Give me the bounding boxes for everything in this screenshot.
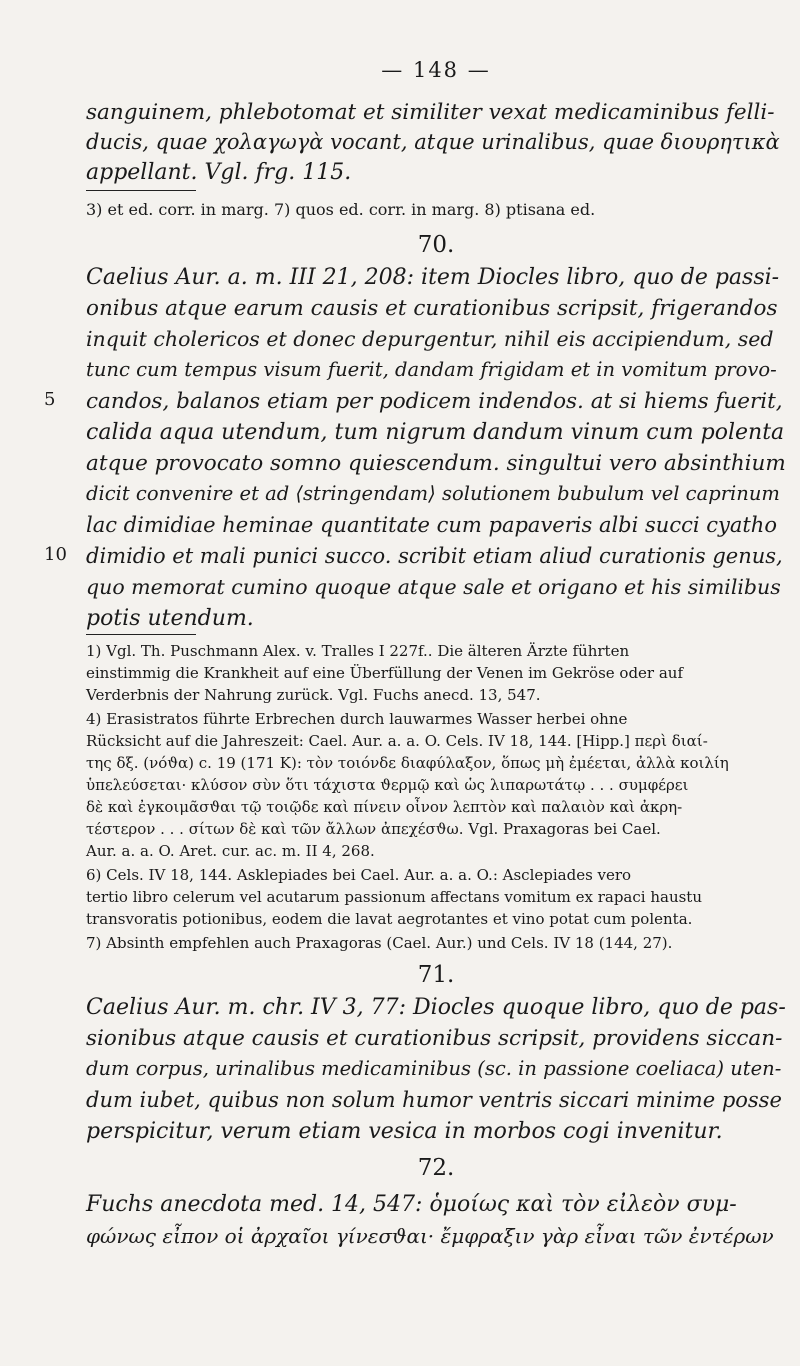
- sec72-line-1: Fuchs anecdota med. 14, 547: ὁμοίως καὶ τὸν εἰλεὸν συμ-: [86, 1192, 737, 1217]
- footnote-line-3: Verderbnis der Nahrung zurück. Vgl. Fuchs anecd. 13, 547.: [86, 686, 541, 704]
- sec71-line-4: dum iubet, quibus non solum humor ventris siccari minime posse: [86, 1088, 782, 1112]
- sec71-line-3: dum corpus, urinalibus medicaminibus (sc. in passione coeliaca) uten-: [86, 1057, 782, 1080]
- section-number-71: 71.: [417, 962, 455, 988]
- sec70-line-5: candos, balanos etiam per podicem indendos. at si hiems fuerit,: [86, 389, 783, 414]
- sec70-line-10: dimidio et mali punici succo. scribit etiam aliud curationis genus,: [86, 544, 783, 568]
- section-number-72: 72.: [417, 1155, 455, 1181]
- footnote-line-14: 7) Absinth empfehlen auch Praxagoras (Cael. Aur.) und Cels. IV 18 (144, 27).: [86, 934, 673, 952]
- page-number: — 148 —: [381, 58, 491, 82]
- footnote-line-10: Aur. a. a. O. Aret. cur. ac. m. II 4, 268.: [86, 842, 375, 860]
- section-number-70: 70.: [417, 232, 455, 258]
- footnote-line-9: τέστερον . . . σίτων δὲ καὶ τῶν ἄλλων ἀπεχέσϑω. Vgl. Praxagoras bei Cael.: [86, 820, 661, 838]
- sec70-line-4: tunc cum tempus visum fuerit, dandam frigidam et in vomitum provo-: [86, 358, 777, 381]
- prev-line-1: sanguinem, phlebotomat et similiter vexat medicaminibus felli-: [86, 100, 775, 125]
- prev-line-3: appellant. Vgl. frg. 115.: [86, 160, 352, 185]
- sec71-line-2: sionibus atque causis et curationibus scripsit, providens siccan-: [86, 1026, 783, 1051]
- footnote-line-5: Rücksicht auf die Jahreszeit: Cael. Aur. a. a. O. Cels. IV 18, 144. [Hipp.] περὶ διαί-: [86, 732, 708, 750]
- sec70-line-8: dicit convenire et ad ⟨stringendam⟩ solutionem bubulum vel caprinum: [86, 482, 780, 505]
- apparatus-notes: 3) et ed. corr. in marg. 7) quos ed. corr. in marg. 8) ptisana ed.: [86, 200, 596, 219]
- footnote-line-1: 1) Vgl. Th. Puschmann Alex. v. Tralles I 227f.. Die älteren Ärzte führten: [86, 642, 630, 660]
- line-number-10: 10: [44, 544, 67, 565]
- sec70-line-2: onibus atque earum causis et curationibus scripsit, frigerandos: [86, 296, 778, 321]
- footnote-line-4: 4) Erasistratos führte Erbrechen durch lauwarmes Wasser herbei ohne: [86, 710, 628, 728]
- sec72-line-2: φώνως εἶπον οἱ ἀρχαῖοι γίνεσϑαι· ἔμφραξιν γὰρ εἶναι τῶν ἐντέρων: [86, 1224, 774, 1248]
- footnote-line-8: δὲ καὶ ἐγκοιμᾶσϑαι τῷ τοιῷδε καὶ πίνειν οἶνον λεπτὸν καὶ παλαιὸν καὶ ἀκρη-: [86, 798, 683, 816]
- sec70-line-9: lac dimidiae heminae quantitate cum papaveris albi succi cyatho: [86, 513, 777, 537]
- footnote-line-12: tertio libro celerum vel acutarum passionum affectans vomitum ex rapaci haustu: [86, 888, 702, 906]
- line-number-5: 5: [44, 389, 56, 410]
- prev-line-2: ducis, quae χολαγωγὰ vocant, atque urinalibus, quae διουρητικὰ: [86, 130, 780, 154]
- sec71-line-5: perspicitur, verum etiam vesica in morbos cogi invenitur.: [86, 1119, 723, 1144]
- separator-rule: [86, 190, 196, 191]
- sec70-line-3: inquit cholericos et donec depurgentur, nihil eis accipiendum, sed: [86, 327, 774, 351]
- sec70-line-7: atque provocato somno quiescendum. singultui vero absinthium: [86, 451, 786, 476]
- footnote-line-6: της δξ. (νόϑα) c. 19 (171 K): τὸν τοιόνδε διαφύλαξον, ὅπως μὴ ἐμέεται, ἀλλὰ κοιλίη: [86, 754, 729, 772]
- footnote-rule: [86, 634, 196, 635]
- footnote-line-2: einstimmig die Krankheit auf eine Überfüllung der Venen im Gekröse oder auf: [86, 664, 684, 682]
- footnote-line-11: 6) Cels. IV 18, 144. Asklepiades bei Cael. Aur. a. a. O.: Asclepiades vero: [86, 866, 632, 884]
- sec70-line-1: Caelius Aur. a. m. III 21, 208: item Diocles libro, quo de passi-: [86, 265, 780, 290]
- footnote-line-13: transvoratis potionibus, eodem die lavat aegrotantes et vino potat cum polenta.: [86, 910, 693, 928]
- sec70-line-12: potis utendum.: [86, 606, 254, 631]
- sec70-line-11: quo memorat cumino quoque atque sale et origano et his similibus: [86, 575, 781, 599]
- sec71-line-1: Caelius Aur. m. chr. IV 3, 77: Diocles quoque libro, quo de pas-: [86, 995, 786, 1020]
- footnote-line-7: ὑπελεύσεται· κλύσον σὺν ὅτι τάχιστα ϑερμῷ καὶ ὡς λιπαρωτάτῳ . . . συμφέρει: [86, 776, 689, 794]
- sec70-line-6: calida aqua utendum, tum nigrum dandum vinum cum polenta: [86, 420, 785, 445]
